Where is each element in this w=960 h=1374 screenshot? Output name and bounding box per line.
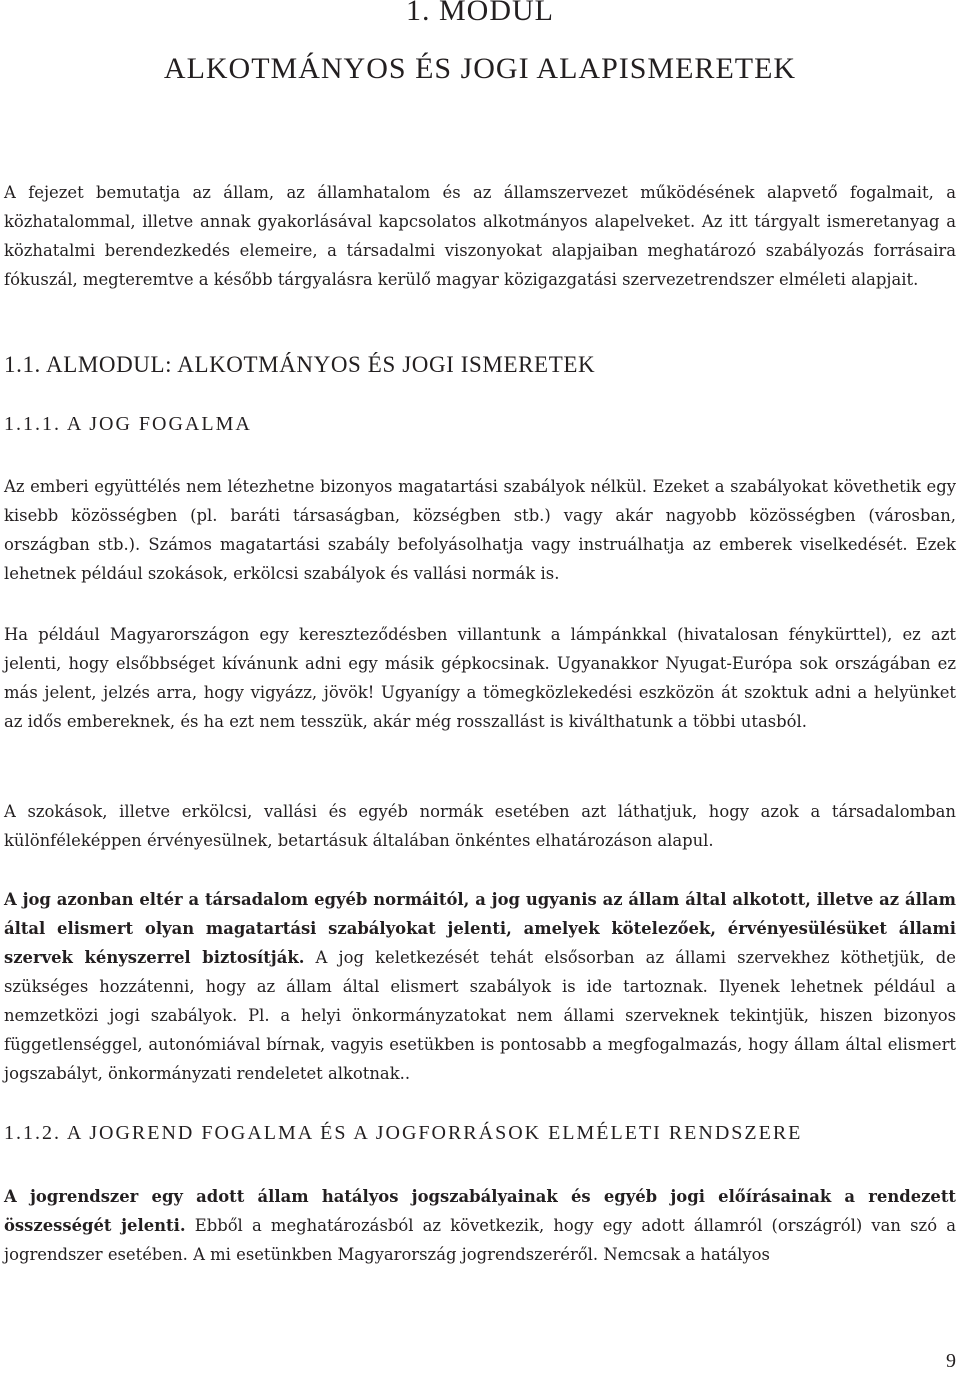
page-number: 9: [946, 1350, 956, 1372]
paragraph-jog-definicio: [4, 885, 956, 1088]
paragraph-pelda: Ha például Magyarországon egy kereszteződésben villantunk a lámpánkkal (hivatalosan fénykürttel), ez azt jelenti, hogy elsőbbséget kívánunk adni egy másik gépkocsinak. Ugyanakkor Nyugat-Európa sok országában ez más jelent, jelzés arra, hogy vigyázz, jövök! Ugyanígy a tömegközlekedési eszközön át szoktuk adni a helyünket az idős embereknek, és ha ezt nem tesszük, akár még rosszallást is kiválthatunk a többi utasból.: [4, 625, 956, 731]
jogrendszer-bold: A jogrendszer egy adott állam hatályos jogszabályainak és egyéb jogi előírásainak a rendezett összességét jelenti.: [4, 1187, 956, 1235]
jog-definicio-bold: A jog azonban eltér a társadalom egyéb normáitól, a jog ugyanis az állam által alkotott, illetve az állam által elismert olyan magatartási szabályokat jelenti, amelyek kötelezőek, érvényesülésüket állami szervek kényszerrel biztosítják.: [4, 890, 956, 967]
paragraph-szokasok: A szokások, illetve erkölcsi, vallási és egyéb normák esetében azt láthatjuk, hogy azok a társadalomban különféleképpen érvényesülnek, betartásuk általában önkéntes elhatározáson alapul.: [4, 802, 956, 850]
paragraph-jog-egyuttel: Az emberi együttélés nem létezhetne bizonyos magatartási szabályok nélkül. Ezeket a szabályokat követhetik egy kisebb közösségben (pl. baráti társaságban, községben stb.) vagy akár nagyobb közösségben (városban, országban stb.). Számos magatartási szabály befolyásolhatja vagy instruálhatja az emberek viselkedését. Ezek lehetnek például szokások, erkölcsi szabályok és vallási normák is.: [4, 477, 956, 583]
module-title: 1. MODUL: [406, 0, 554, 27]
section-heading-1-1: 1.1. ALMODUL: ALKOTMÁNYOS ÉS JOGI ISMERETEK: [4, 352, 596, 377]
section-heading-1-1-1: 1.1.1. A JOG FOGALMA: [4, 413, 252, 435]
intro-paragraph: A fejezet bemutatja az állam, az államhatalom és az államszervezet működésének alapvető fogalmait, a közhatalommal, illetve annak gyakorlásával kapcsolatos alkotmányos alapelveket. Az itt tárgyalt ismeretanyag a közhatalmi berendezkedés elemeire, a társadalmi viszonyokat alapjaiban meghatározó szabályozás forrásaira fókuszál, megteremtve a később tárgyalásra kerülő magyar közigazgatási szervezetrendszer elméleti alapjait.: [4, 183, 956, 289]
paragraph-jogrendszer: [4, 1182, 956, 1269]
section-heading-1-1-2: 1.1.2. A JOGREND FOGALMA ÉS A JOGFORRÁSOK ELMÉLETI RENDSZERE: [4, 1122, 803, 1144]
jogrendszer-rest: Ebből a meghatározásból az következik, hogy egy adott államról (országról) van szó a jogrendszer esetében. A mi esetünkben Magyarország jogrendszeréről. Nemcsak a hatályos: [4, 1216, 956, 1264]
module-subtitle: ALKOTMÁNYOS ÉS JOGI ALAPISMERETEK: [163, 52, 797, 85]
jog-definicio-rest: A jog keletkezését tehát elsősorban az állami szervekhez köthetjük, de szükséges hozzátenni, hogy az állam által elismert szabályok is ide tartoznak. Ilyenek lehetnek például a nemzetközi jogi szabályok. Pl. a helyi önkormányzatokat nem állami szerveknek tekintjük, hiszen bizonyos függetlenséggel, autonómiával bírnak, vagyis esetükben is pontosabb a megfogalmazás, hogy állam által elismert jogszabályt, önkormányzati rendeletet alkotnak..: [4, 948, 956, 1083]
